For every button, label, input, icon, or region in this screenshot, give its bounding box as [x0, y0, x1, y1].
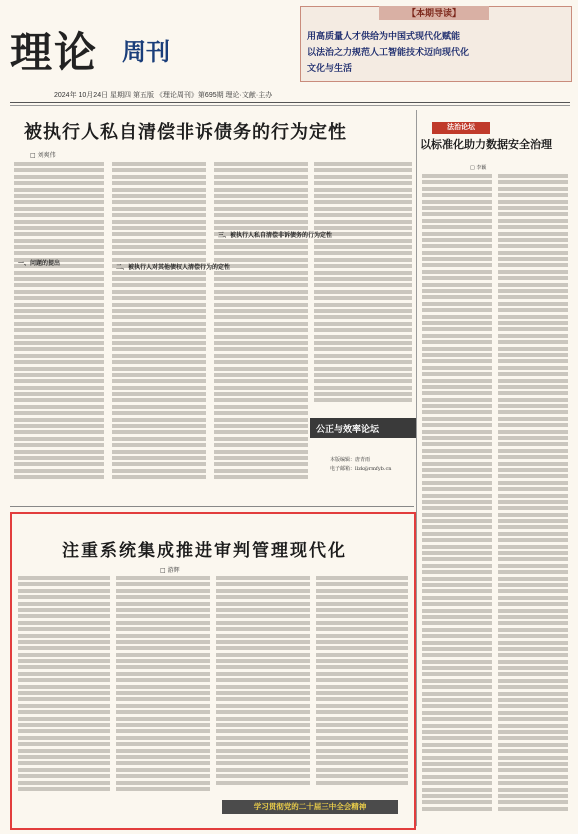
article-column-4: [314, 162, 412, 412]
email-line[interactable]: 电子邮箱：llzk@rmfyb.cn: [330, 466, 392, 472]
article-subhead: 三、被执行人私自清偿非诉债务的行为定性: [218, 232, 333, 239]
side-column-2: [498, 174, 568, 824]
article-column-2: [112, 162, 206, 502]
section-column-4: [316, 576, 408, 794]
article-author: 刘爽伟: [37, 152, 56, 159]
digest-tag: 【本期导读】: [379, 6, 489, 20]
section-column-1: [18, 576, 110, 802]
issue-date-line: 2024年 10月24日 星期四 第五版 《理论周刊》第695期 理论·文献·主办: [54, 92, 273, 99]
digest-item[interactable]: 以法治之力规范人工智能技术迈向现代化: [307, 47, 470, 57]
side-author: 李颖: [476, 165, 487, 171]
article-byline: □ 刘爽伟: [30, 152, 56, 159]
masthead: [10, 18, 280, 78]
section-byline: □ 游辉: [160, 567, 180, 574]
masthead-divider-thin: [10, 105, 570, 106]
section-divider: [10, 506, 414, 507]
side-article-title: 以标准化助力数据安全治理: [420, 138, 552, 151]
side-byline: □ 李颖: [470, 165, 487, 171]
column-divider: [416, 110, 417, 826]
article-column-1: [14, 162, 104, 502]
forum-label-box: [310, 418, 416, 438]
digest-item[interactable]: 文化与生活: [307, 63, 353, 73]
article-title: 被执行人私自清偿非诉债务的行为定性: [24, 122, 347, 143]
masthead-subtitle: 周刊: [122, 39, 170, 66]
side-column-1: [422, 174, 492, 824]
article-column-3: [214, 162, 308, 502]
masthead-divider: [10, 102, 570, 103]
section-author: 游辉: [167, 567, 180, 574]
article-subhead: 一、问题的提出: [18, 260, 61, 267]
forum-label: 公正与效率论坛: [316, 425, 380, 435]
issue-digest-box: [300, 6, 572, 82]
section-article-title: 注重系统集成推进审判管理现代化: [62, 541, 347, 561]
editor-line: 本版编辑：唐青雨: [330, 457, 371, 463]
article-subhead: 二、被执行人对其他债权人清偿行为的定性: [116, 264, 231, 271]
masthead-logo: 理论: [10, 28, 99, 77]
section-column-3: [216, 576, 310, 794]
side-section-tag: 法治论坛: [432, 122, 490, 134]
digest-item[interactable]: 用高质量人才供给为中国式现代化赋能: [307, 31, 461, 41]
section-column-2: [116, 576, 210, 802]
section-banner: 学习贯彻党的二十届三中全会精神: [222, 800, 398, 814]
